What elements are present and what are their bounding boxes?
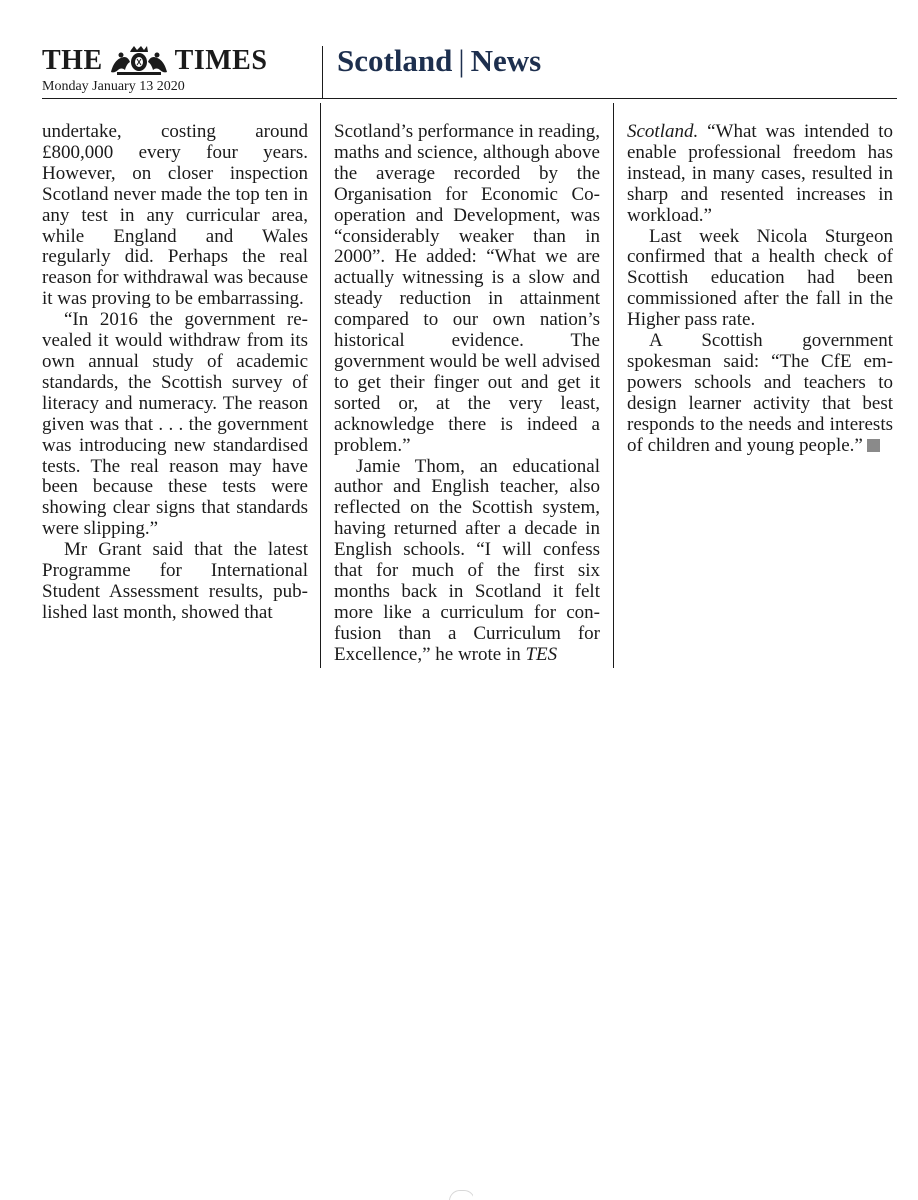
section-title <box>337 42 541 79</box>
subsection-label: News <box>470 43 542 78</box>
article-column-3 <box>627 122 893 457</box>
section-label: Scotland <box>337 43 453 78</box>
column-divider <box>320 103 321 668</box>
publication-name: TES <box>525 643 558 665</box>
paragraph <box>334 457 600 666</box>
publication-name: Scotland. <box>627 121 699 142</box>
paragraph: Mr Grant said that the latest Programme for International Student Assessment results, published last month, showed that <box>42 539 308 623</box>
brand-word-times: TIMES <box>174 45 268 76</box>
paragraph: Scotland’s performance in reading, maths and science, although above the average recorded by the Organisation for Economic Co-operation and Development, was “considerably weaker than in 2000”. He added: “What we are actually witnessing is a slow and steady reduction in attainment compared to our own nation’s historical evidence. The government would be well advised to get their finger out and get it sorted or, at the very least, acknowledge there is indeed a problem.” <box>334 121 600 456</box>
paragraph-text: Jamie Thom, an educational author and English teacher, also reflected on the Scottish system, having returned after a decade in English schools. “I will confess that for much of the first six months back in Scotland it felt more like a curriculum for confusion than a Curriculum for Excellence,” he wrote in <box>334 455 600 665</box>
brand-word-the: THE <box>42 45 103 76</box>
masthead-rule <box>42 98 897 99</box>
masthead <box>0 0 918 100</box>
royal-crest-icon <box>107 46 171 76</box>
paragraph-text: “What was intended to enable professional freedom has instead, in many cases, resulted in sharp and resented increases in workload.” <box>627 121 893 226</box>
article-column-2 <box>334 122 600 666</box>
page-number-fragment <box>449 1190 473 1200</box>
paragraph: undertake, costing around £800,000 every four years. However, on closer inspection Scotland never made the top ten in any test in any curricular area, while England and Wales regularly did. Perhaps the real reason for withdrawal was because it was proving to be embarrassing. <box>42 121 308 310</box>
column-divider <box>613 103 614 668</box>
times-logo <box>42 44 267 78</box>
paragraph <box>627 331 893 456</box>
paragraph: Last week Nicola Sturgeon confirmed that a health check of Scottish education had been commissioned after the fall in the Higher pass rate. <box>627 225 893 331</box>
end-of-article-square-icon <box>867 439 880 452</box>
paragraph-text: A Scottish government spokesman said: “The CfE empowers schools and teachers to design learner activity that best responds to the needs and interests of children and young people.” <box>627 330 893 456</box>
paragraph: “In 2016 the government revealed it would withdraw from its own annual study of academic standards, the Scottish survey of literacy and numeracy. The reason given was that . . . the government was introducing new standardised tests. The real reason may have been because these tests were showing clear signs that standards were slipping.” <box>42 309 308 540</box>
section-separator: | <box>458 43 465 78</box>
publication-date: Monday January 13 2020 <box>42 79 185 94</box>
paragraph <box>627 122 893 227</box>
masthead-divider <box>322 46 323 98</box>
article-column-1 <box>42 122 308 624</box>
